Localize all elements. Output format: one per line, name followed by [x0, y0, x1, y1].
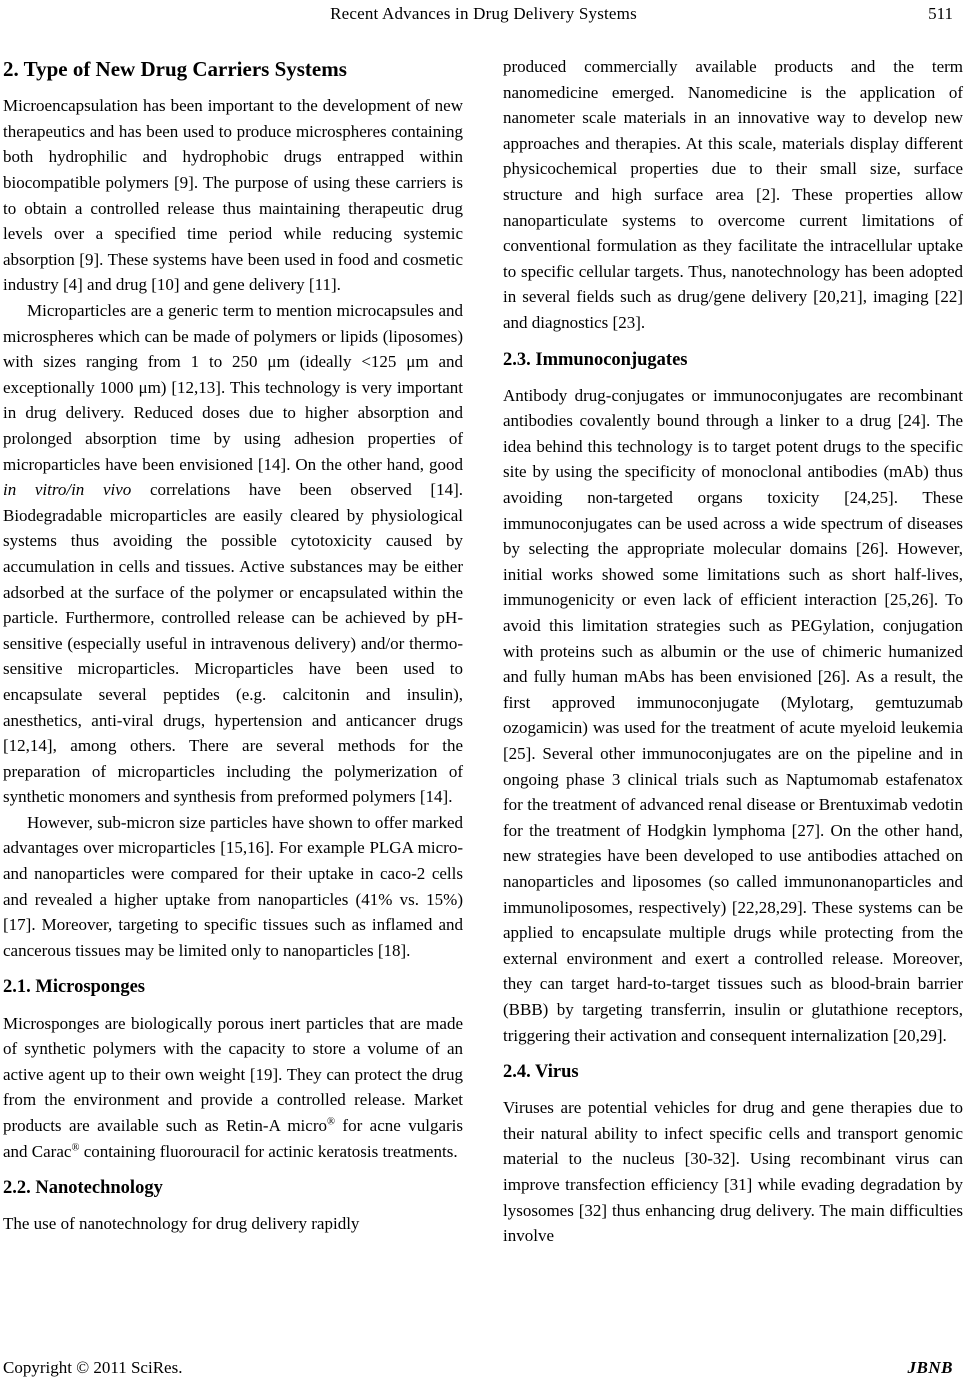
registered-trademark-symbol: ® [326, 1116, 335, 1128]
right-column [503, 54, 963, 1249]
paragraph-text: Microparticles are a generic term to mention microcapsules and microspheres which can be made of polymers or lipids (liposomes) with sizes ranging from 1 to 250 μm (ideally <125 μm and exceptionally 1000 μm) [12,13]. This technology is very important in drug delivery. Reduced doses due to higher absorption and prolonged absorption time by using adhesion properties of microparticles have been envisioned [14]. On the other hand, good [3, 301, 463, 474]
paragraph-microsponges [3, 1011, 463, 1165]
paragraph-microparticles [3, 298, 463, 810]
paragraph-virus: Viruses are potential vehicles for drug and gene therapies due to their natural ability to infect specific cells and transport genomic material to the nucleus [30-32]. Using recombinant virus can improve transfection efficiency [31] while evading degradation by lysosomes [32] thus enhancing drug delivery. The main difficulties involve [503, 1098, 963, 1246]
page-number: 511 [928, 4, 953, 23]
paragraph-text: for acne vulgaris and Carac [3, 1115, 463, 1161]
paragraph-immunoconjugates: Antibody drug-conjugates or immunoconjugates are recombinant antibodies covalently bound through a linker to a drug [24]. The idea behind this technology is to target potent drugs to the specific site by using the specificity of monoclonal antibodies (mAb) thus avoiding non-targeted organs toxicity [24,25]. These immunoconjugates can be used across a wide spectrum of diseases by selecting the appropriate molecular domains [26]. However, initial works showed some limitations such as short half-lives, immunogenicity or even lack of efficient interaction [25,26]. To avoid this limitation strategies such as PEGylation, conjugation with proteins such as albumin or the use of chimeric humanized and fully human mAbs has been envisioned [26]. As a result, the first approved immunoconjugate (Mylotarg, gemtuzumab ozogamicin) was used for the treatment of acute myeloid leukemia [25]. Several other immunoconjugates are on the pipeline and in ongoing phase 3 clinical trials such as Naptumomab estafenatox for the treatment of advanced renal disease or Brentuximab vedotin for the treatment of Hodgkin lymphoma [27]. On the other hand, new strategies have been developed to use antibodies attached on nanoparticles and liposomes (so called immunonanoparticles and immunoliposomes, respectively) [22,28,29]. These systems can be applied to encapsulate multiple drugs while protecting from the external environment and exert a controlled release. Moreover, they can target hard-to-target tissues such as blood-brain barrier (BBB) by targeting transferrin, insulin or glutathione receptors, triggering their activation and consequent internalization [20,29]. [503, 385, 963, 1045]
subsection-heading-2-3: 2.3. Immunoconjugates [503, 349, 688, 370]
paragraph-submicron-particles: However, sub-micron size particles have shown to offer marked advantages over microparticles [15,16]. For example PLGA micro- and nanoparticles were compared for their uptake in caco-2 cells and revealed a higher uptake from nanoparticles (41% vs. 15%) [17]. Moreover, targeting to specific tissues such as inflamed and cancerous tissues may be limited only to nanoparticles [18]. [3, 812, 463, 960]
left-column [3, 54, 463, 1249]
paragraph-text: containing fluorouracil for actinic keratosis treatments. [79, 1141, 458, 1161]
running-head [0, 0, 967, 46]
running-head-title: Recent Advances in Drug Delivery Systems [330, 4, 637, 23]
subsection-heading-2-1: 2.1. Microsponges [3, 977, 146, 998]
registered-trademark-symbol: ® [71, 1141, 80, 1153]
subsection-heading-2-4: 2.4. Virus [503, 1062, 579, 1083]
paragraph-text: Microsponges are biologically porous inert particles that are made of synthetic polymers with the capacity to store a volume of an active agent up to their own weight [19]. They can protect the drug from the environment and provide a controlled release. Market products are available such as Retin-A micro [3, 1013, 463, 1135]
section-heading-2: 2. Type of New Drug Carriers Systems [3, 57, 347, 81]
page-footer [3, 1358, 953, 1378]
italic-latin-phrase: in vitro/in vivo [3, 480, 132, 500]
paragraph-nanotechnology-intro: The use of nanotechnology for drug delivery rapidly [3, 1214, 360, 1234]
paragraph-text: correlations have been observed [14]. Biodegradable microparticles are easily cleared by physiological systems thus avoiding the possible cytotoxicity caused by accumulation in cells and tissues. Active substances may be either adsorbed at the surface of the polymer or encapsulated within the particle. Furthermore, controlled release can be achieved by pH-sensitive (especially useful in intravenous delivery) and/or thermo-sensitive microparticles. Microparticles have been used to encapsulate several peptides (e.g. calcitonin and insulin), anesthetics, anti-viral drugs, hypertension and anticancer drugs [12,14], among others. There are several methods for the preparation of microparticles including the polymerization of synthetic monomers and synthesis from preformed polymers [14]. [3, 480, 463, 807]
subsection-heading-2-2: 2.2. Nanotechnology [3, 1178, 163, 1199]
copyright-notice: Copyright © 2011 SciRes. [3, 1358, 183, 1377]
paragraph-nanomedicine: produced commercially available products and the term nanomedicine emerged. Nanomedicine is the application of nanometer scale materials in an innovative way to develop new approaches and therapies. At this scale, materials display different physicochemical properties due to their small size, surface structure and high surface area [2]. These properties allow nanoparticulate systems to overcome current limitations of conventional formulation as they facilitate the intracellular uptake to specific cellular targets. Thus, nanotechnology has been adopted in several fields such as drug/gene delivery [20,21], imaging [22] and diagnostics [23]. [503, 57, 963, 332]
journal-abbreviation: JBNB [907, 1358, 953, 1377]
two-column-body [0, 46, 967, 1249]
paragraph-microencapsulation: Microencapsulation has been important to the development of new therapeutics and has been used to produce microspheres containing both hydrophilic and hydrophobic drugs entrapped within biocompatible polymers [9]. The purpose of using these carriers is to obtain a controlled release thus maintaining therapeutic drug levels over a specified time period while reducing systemic absorption [9]. These systems have been used in food and cosmetic industry [4] and drug [10] and gene delivery [11]. [3, 96, 463, 295]
